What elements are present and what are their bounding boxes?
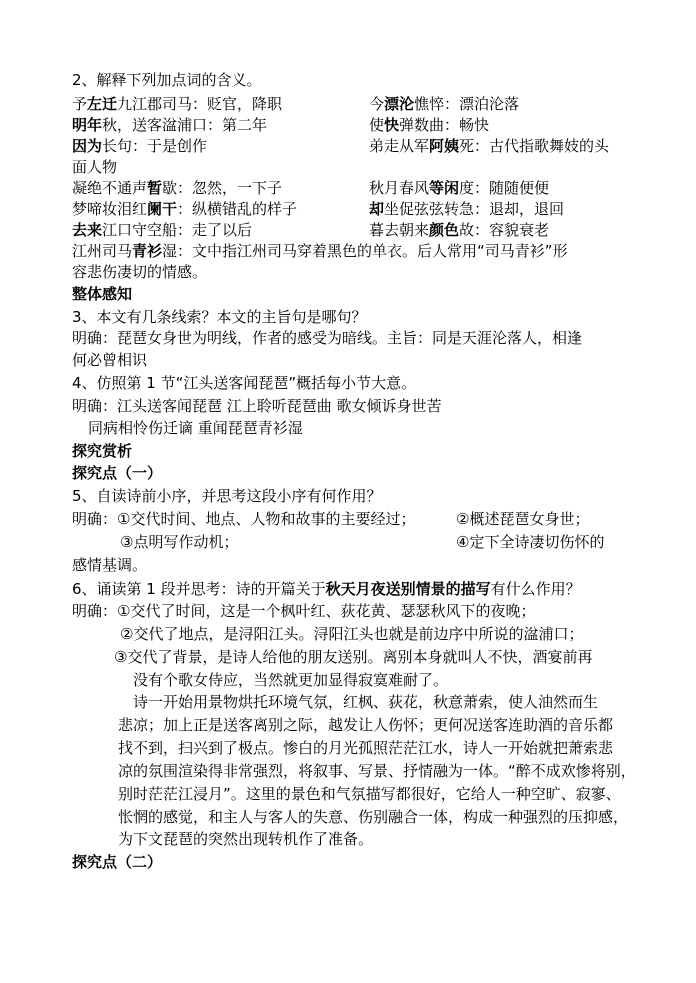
q6-answer-3: ③交代了背景，是诗人给他的朋友送别。离别本身就叫人不快，酒宴前再 xyxy=(114,648,593,666)
section-overall: 整体感知 xyxy=(72,285,133,303)
q2-row-2: 明年秋，送客湓浦口：第二年 使快弹数曲：畅快 xyxy=(72,116,490,134)
q3-question: 3、本文有几条线索？本文的主旨句是哪句？ xyxy=(72,308,367,326)
q6-para-5: 别时茫茫江浸月”。这里的景色和气氛描写都很好，它给人一种空旷、寂寥、 xyxy=(118,785,621,803)
q6-question: 6、诵读第 1 段并思考：诗的开篇关于秋天月夜送别情景的描写有什么作用？ xyxy=(72,580,581,598)
q3-answer-2: 何必曾相识 xyxy=(72,351,148,369)
q5-answer-2: ③点明写作动机； ④定下全诗凄切伤怀的 xyxy=(120,533,605,551)
q5-answer-1: 明确：①交代时间、地点、人物和故事的主要经过； ②概述琵琶女身世； xyxy=(72,510,590,528)
q6-para-2: 悲凉；加上正是送客离别之际，越发让人伤怀；更何况送客连助酒的音乐都 xyxy=(118,716,614,734)
q4-answer-1: 明确：江头送客闻琵琶 江上聆听琵琶曲 歌女倾诉身世苦 xyxy=(72,397,442,415)
q2-row-5: 梦啼妆泪红阑干：纵横错乱的样子 却坐促弦弦转急：退却，退回 xyxy=(72,200,565,218)
q4-question: 4、仿照第 1 节“江头送客闻琵琶”概括每小节大意。 xyxy=(72,374,417,392)
q6-answer-2: ②交代了地点，是浔阳江头。浔阳江头也就是前边序中所说的湓浦口； xyxy=(120,625,584,643)
q2-row-6: 去来江口守空船：走了以后 暮去朝来颜色故：容貌衰老 xyxy=(72,221,550,239)
q3-answer-1: 明确：琵琶女身世为明线，作者的感受为暗线。主旨：同是天涯沦落人，相逢 xyxy=(72,329,583,347)
q2-row-3: 因为长句：于是创作 弟走从军阿姨死：古代指歌舞妓的头 xyxy=(72,137,610,155)
q6-answer-4: 没有个歌女侍应，当然就更加显得寂寞难耐了。 xyxy=(133,671,449,689)
q2-title: 2、解释下列加点词的含义。 xyxy=(72,71,262,89)
q6-para-6: 怅惘的感觉，和主人与客人的失意、伤别融合一体，构成一种强烈的压抑感， xyxy=(118,808,629,826)
q5-answer-3: 感情基调。 xyxy=(72,556,148,574)
q4-answer-2: 同病相怜伤迁谪 重闻琵琶青衫湿 xyxy=(88,419,303,437)
q6-para-1: 诗一开始用景物烘托环境气氛，红枫、荻花，秋意萧索，使人油然而生 xyxy=(133,693,599,711)
q2-row-1: 予左迁九江郡司马：贬官，降职 今漂沦憔悴：漂泊沦落 xyxy=(72,95,520,113)
q6-para-4: 凉的氛围渲染得非常强烈，将叙事、写景、抒情融为一体。“醉不成欢惨将别， xyxy=(118,762,636,780)
q6-para-7: 为下文琵琶的突然出现转机作了准备。 xyxy=(118,830,374,848)
q2-last: 江州司马青衫湿：文中指江州司马穿着黑色的单衣。后人常用“司马青衫”形 xyxy=(72,242,568,260)
q5-question: 5、自读诗前小序，并思考这段小序有何作用？ xyxy=(72,487,382,505)
q2-last-cont: 容悲伤凄切的情感。 xyxy=(72,263,208,281)
q2-row-3-cont: 面人物 xyxy=(72,158,118,176)
q6-para-3: 找不到，扫兴到了极点。惨白的月光孤照茫茫江水，诗人一开始就把萧索悲 xyxy=(118,739,614,757)
explore-point-2: 探究点（二） xyxy=(72,853,163,871)
q6-answer-1: 明确：①交代了时间，这是一个枫叶红、荻花黄、瑟瑟秋风下的夜晚； xyxy=(72,602,536,620)
q2-row-4: 凝绝不通声暂歇：忽然，一下子 秋月春风等闲度：随随便便 xyxy=(72,179,550,197)
explore-point-1: 探究点（一） xyxy=(72,464,163,482)
section-explore: 探究赏析 xyxy=(72,442,133,460)
